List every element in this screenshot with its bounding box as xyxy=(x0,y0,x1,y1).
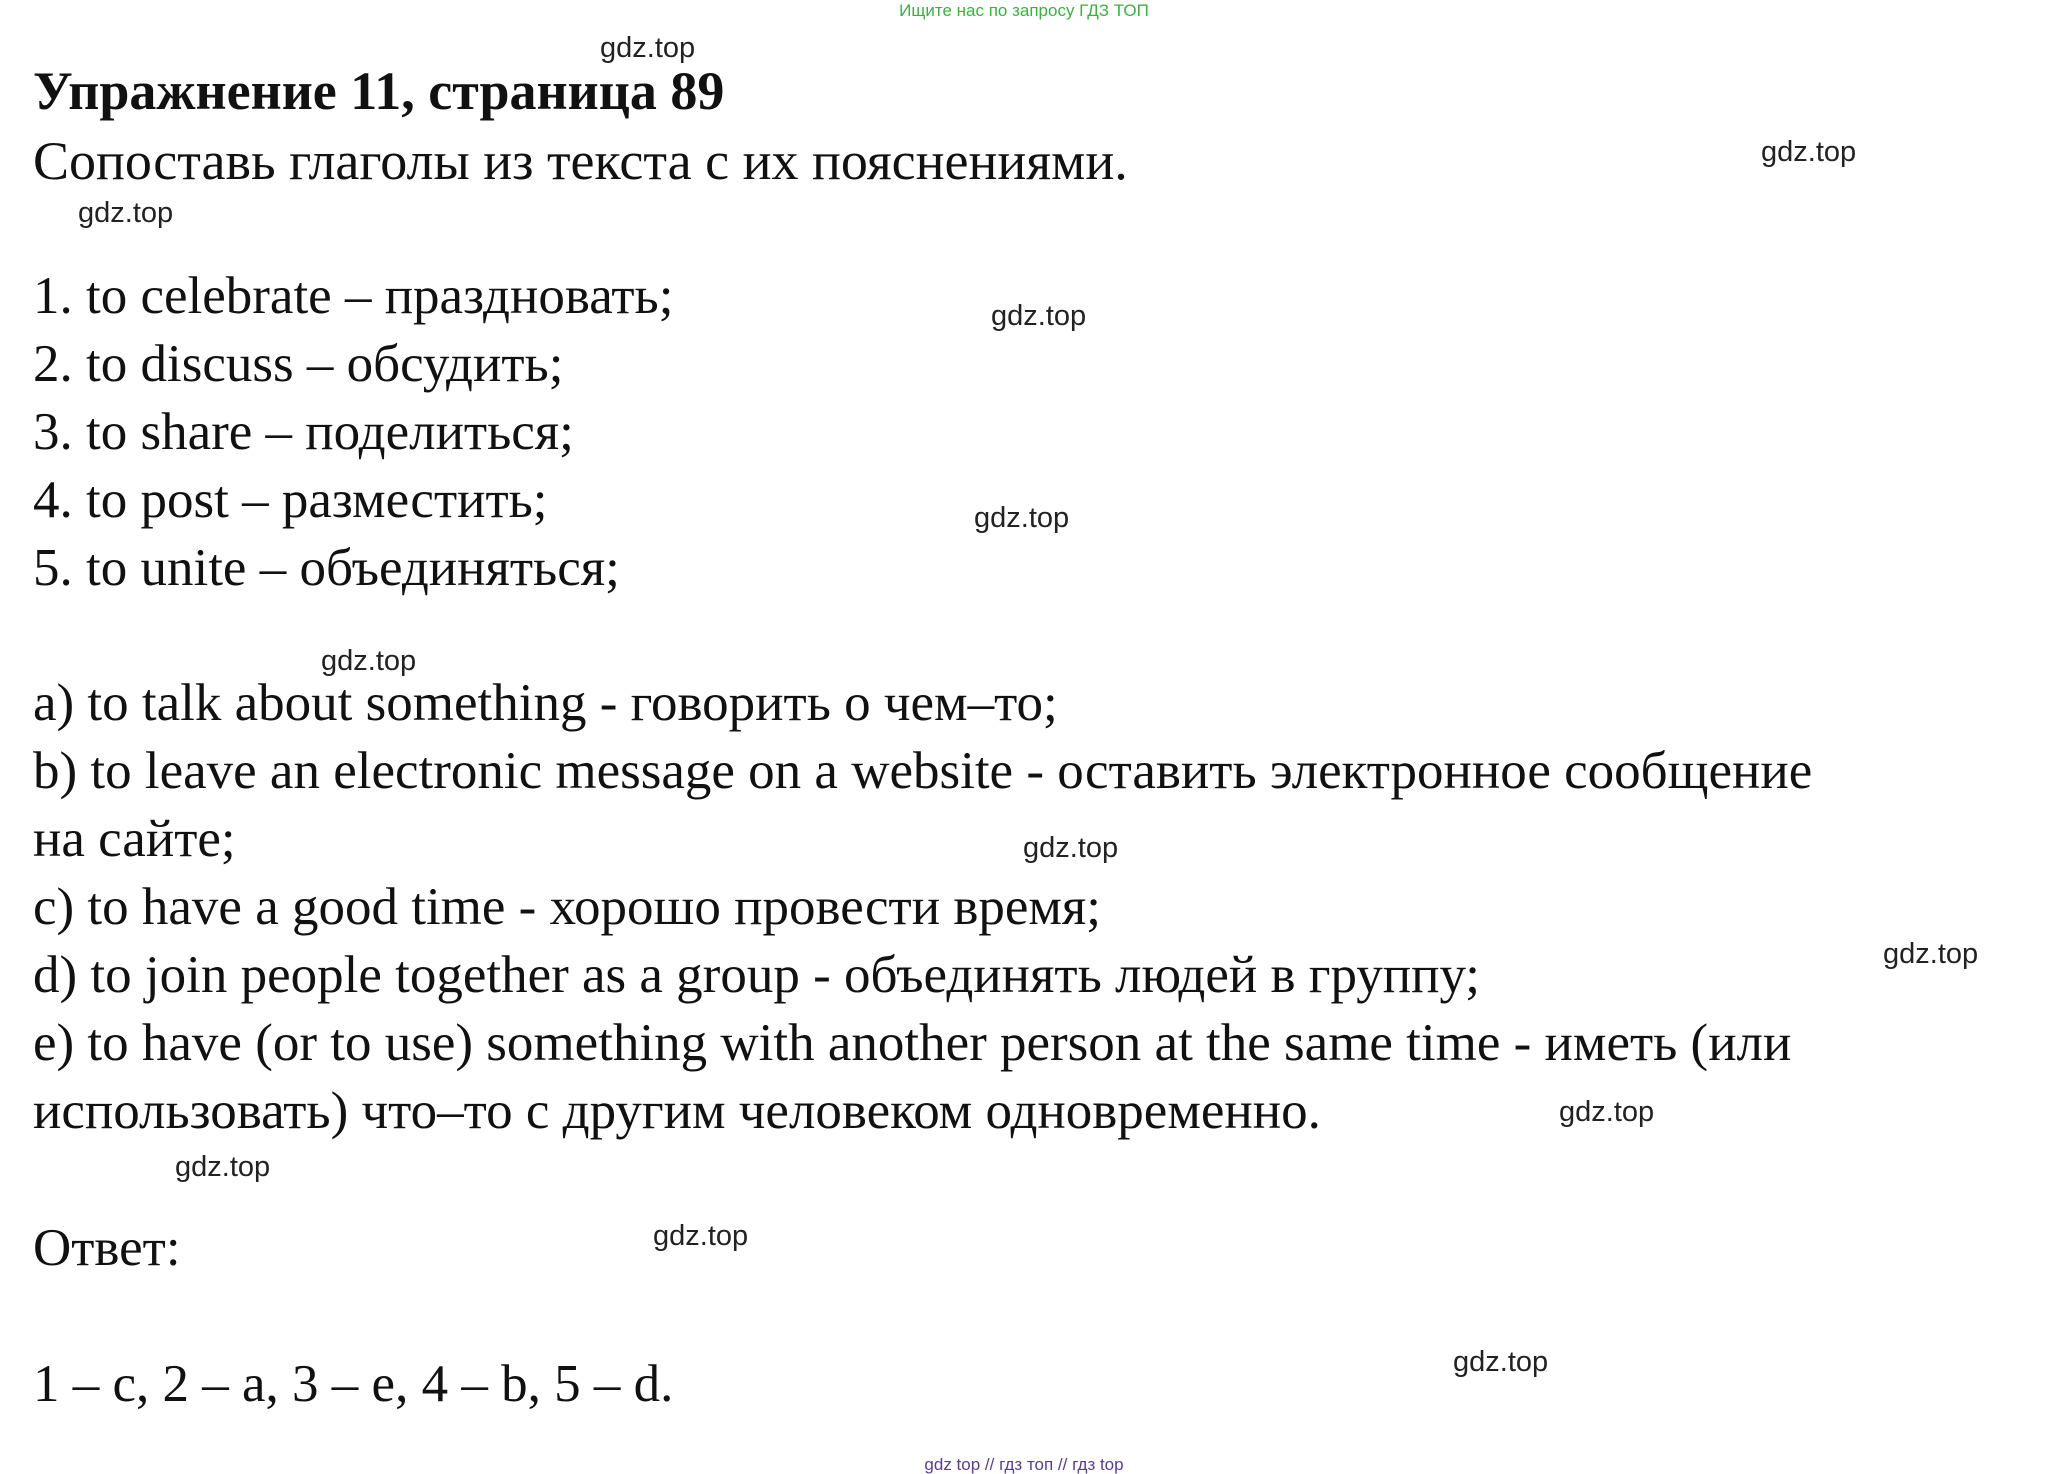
watermark: gdz.top xyxy=(321,645,417,677)
bottom-banner: gdz top // гдз топ // гдз top xyxy=(924,1455,1124,1474)
watermark: gdz.top xyxy=(653,1220,749,1252)
page-title: Упражнение 11, страница 89 xyxy=(33,61,725,121)
watermark: gdz.top xyxy=(600,32,696,64)
verb-item-5: 5. to unite – объединяться; xyxy=(33,539,620,597)
watermark: gdz.top xyxy=(1883,938,1979,970)
definition-b: b) to leave an electronic message on a website - оставить электронное сообщение xyxy=(33,742,1813,800)
definition-e: e) to have (or to use) something with another person at the same time - иметь (или xyxy=(33,1014,1792,1072)
top-banner: Ищите нас по запросу ГДЗ ТОП xyxy=(899,1,1149,20)
watermark: gdz.top xyxy=(175,1151,271,1183)
watermark: gdz.top xyxy=(1559,1096,1655,1128)
verb-item-4: 4. to post – разместить; xyxy=(33,471,548,529)
watermark: gdz.top xyxy=(991,300,1087,332)
watermark: gdz.top xyxy=(1761,136,1857,168)
watermark: gdz.top xyxy=(1023,832,1119,864)
watermark: gdz.top xyxy=(78,197,174,229)
definition-d: d) to join people together as a group - объединять людей в группу; xyxy=(33,946,1481,1004)
definition-e-continued: использовать) что–то с другим человеком одновременно. xyxy=(33,1082,1321,1140)
answer-label: Ответ: xyxy=(33,1219,181,1277)
definition-a: a) to talk about something - говорить о чем–то; xyxy=(33,674,1058,732)
answer-text: 1 – c, 2 – a, 3 – e, 4 – b, 5 – d. xyxy=(33,1355,674,1413)
verb-item-1: 1. to celebrate – праздновать; xyxy=(33,267,674,325)
verb-item-2: 2. to discuss – обсудить; xyxy=(33,335,564,393)
definition-c: c) to have a good time - хорошо провести время; xyxy=(33,878,1102,936)
verb-item-3: 3. to share – поделиться; xyxy=(33,403,574,461)
watermark: gdz.top xyxy=(974,502,1070,534)
watermark: gdz.top xyxy=(1453,1346,1549,1378)
exercise-instruction: Сопоставь глаголы из текста с их пояснениями. xyxy=(33,131,1128,191)
definition-b-continued: на сайте; xyxy=(33,810,236,868)
